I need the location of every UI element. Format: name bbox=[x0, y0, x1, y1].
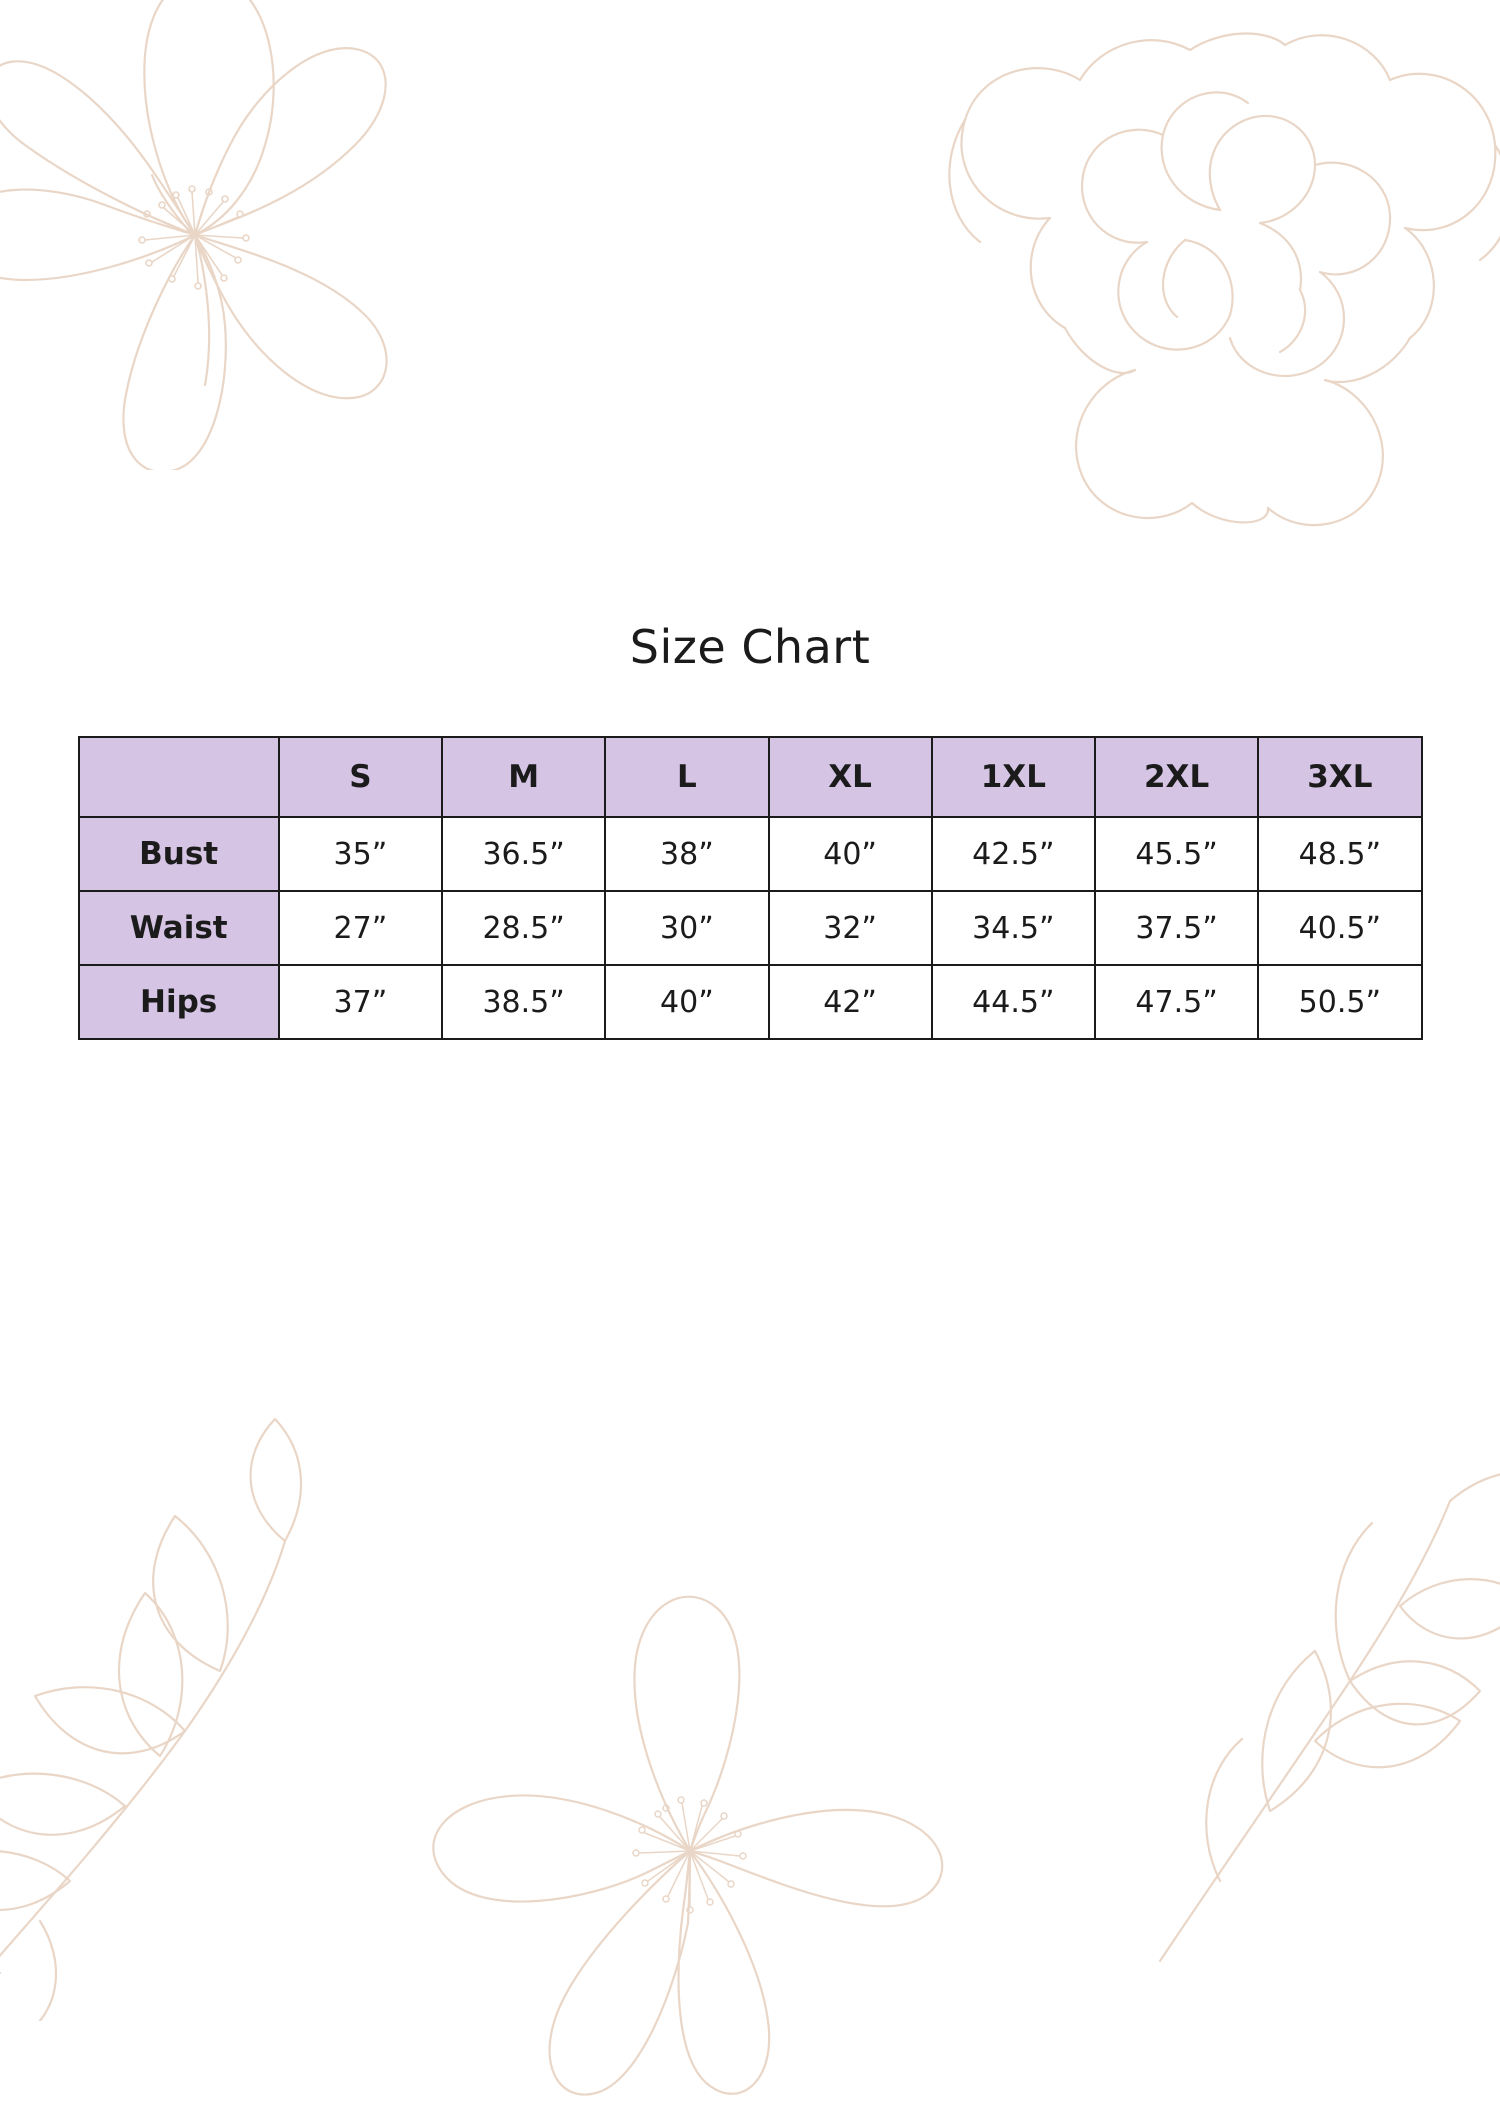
cell-waist-xl: 32” bbox=[769, 891, 932, 965]
row-header-waist: Waist bbox=[79, 891, 279, 965]
row-header-hips: Hips bbox=[79, 965, 279, 1039]
cell-bust-xl: 40” bbox=[769, 817, 932, 891]
cell-waist-s: 27” bbox=[279, 891, 442, 965]
leaf-branch-bottom-left-icon bbox=[0, 1301, 440, 2021]
table-row bbox=[79, 891, 1422, 965]
cell-waist-l: 30” bbox=[605, 891, 768, 965]
table-corner-cell bbox=[79, 737, 279, 817]
cell-waist-3xl: 40.5” bbox=[1258, 891, 1421, 965]
size-chart-table-wrapper bbox=[78, 674, 1423, 1040]
table-row bbox=[79, 965, 1422, 1039]
cell-hips-xl: 42” bbox=[769, 965, 932, 1039]
cell-bust-l: 38” bbox=[605, 817, 768, 891]
cell-waist-1xl: 34.5” bbox=[932, 891, 1095, 965]
column-header-m: M bbox=[442, 737, 605, 817]
cell-hips-s: 37” bbox=[279, 965, 442, 1039]
column-header-3xl: 3XL bbox=[1258, 737, 1421, 817]
column-header-s: S bbox=[279, 737, 442, 817]
table-body bbox=[79, 817, 1422, 1039]
table-header-row bbox=[79, 737, 1422, 817]
clematis-flower-bottom-center-icon bbox=[330, 1551, 1050, 2111]
cell-bust-3xl: 48.5” bbox=[1258, 817, 1421, 891]
cell-bust-2xl: 45.5” bbox=[1095, 817, 1258, 891]
column-header-l: L bbox=[605, 737, 768, 817]
cell-hips-m: 38.5” bbox=[442, 965, 605, 1039]
column-header-2xl: 2XL bbox=[1095, 737, 1258, 817]
column-header-1xl: 1XL bbox=[932, 737, 1095, 817]
page-title: Size Chart bbox=[629, 620, 871, 674]
cell-waist-2xl: 37.5” bbox=[1095, 891, 1258, 965]
cell-bust-s: 35” bbox=[279, 817, 442, 891]
cell-hips-3xl: 50.5” bbox=[1258, 965, 1421, 1039]
cell-hips-l: 40” bbox=[605, 965, 768, 1039]
cell-bust-1xl: 42.5” bbox=[932, 817, 1095, 891]
size-chart-table bbox=[78, 736, 1423, 1040]
table-header bbox=[79, 737, 1422, 817]
leaf-branch-bottom-right-icon bbox=[1100, 1441, 1500, 2001]
document-body bbox=[0, 0, 1500, 1040]
column-header-xl: XL bbox=[769, 737, 932, 817]
cell-hips-1xl: 44.5” bbox=[932, 965, 1095, 1039]
row-header-bust: Bust bbox=[79, 817, 279, 891]
cell-bust-m: 36.5” bbox=[442, 817, 605, 891]
cell-hips-2xl: 47.5” bbox=[1095, 965, 1258, 1039]
cell-waist-m: 28.5” bbox=[442, 891, 605, 965]
table-row bbox=[79, 817, 1422, 891]
